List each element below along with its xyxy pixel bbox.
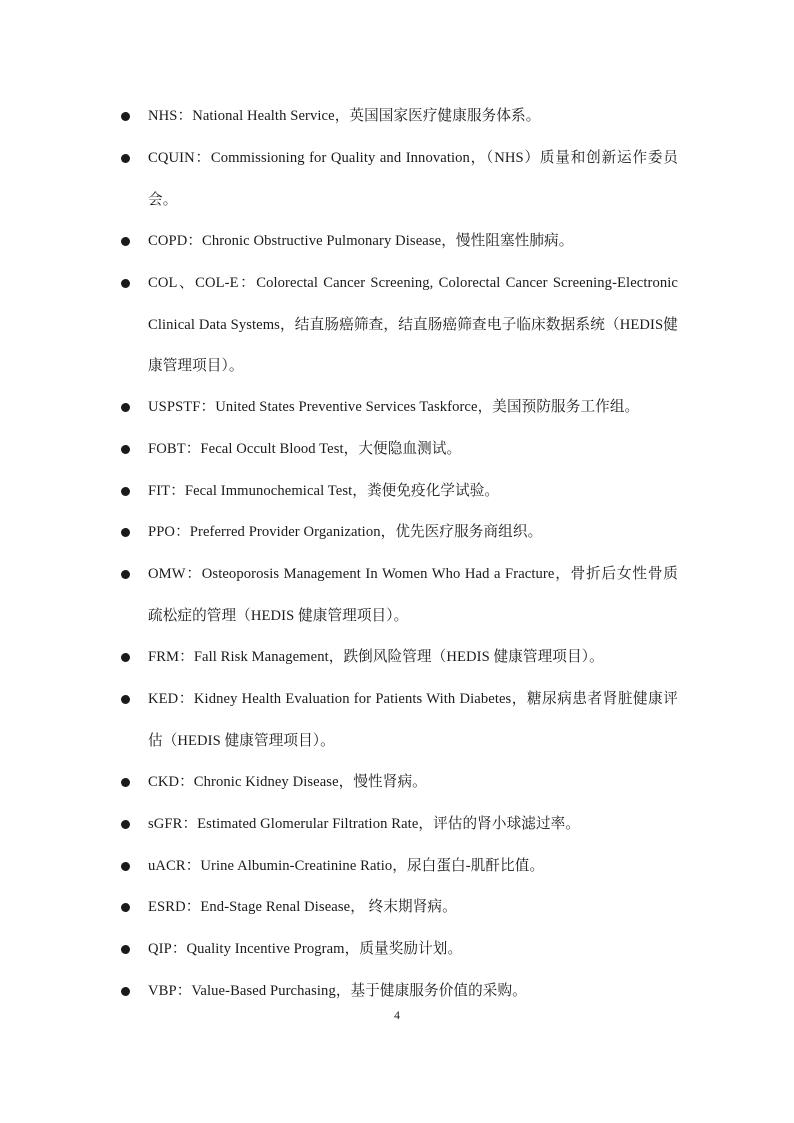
list-item-text: FRM：Fall Risk Management，跌倒风险管理（HEDIS 健康管理项目）。 [148,649,604,665]
bullet-icon [121,154,130,163]
list-item [148,637,678,679]
list-item [148,679,678,762]
bullet-icon [121,403,130,412]
list-item-text: USPSTF：United States Preventive Services Taskforce，美国预防服务工作组。 [148,399,640,415]
bullet-icon [121,528,130,537]
list-item-text: KED：Kidney Health Evaluation for Patients With Diabetes，糖尿病患者肾脏健康评估（HEDIS 健康管理项目）。 [148,691,678,749]
bullet-icon [121,820,130,829]
bullet-icon [121,695,130,704]
list-item [148,387,678,429]
list-item [148,929,678,971]
list-item-text: VBP：Value-Based Purchasing，基于健康服务价值的采购。 [148,983,527,999]
list-item [148,471,678,513]
bullet-icon [121,903,130,912]
list-item-text: COL、COL-E：Colorectal Cancer Screening, Colorectal Cancer Screening-Electronic Clinical Data Systems，结直肠癌筛查，结直肠癌筛查电子临床数据系统（HEDIS健康管理项目）。 [148,275,678,375]
bullet-icon [121,237,130,246]
page-number: 4 [394,1008,400,1022]
list-item-text: CQUIN：Commissioning for Quality and Innovation，（NHS）质量和创新运作委员会。 [148,150,678,208]
bullet-icon [121,279,130,288]
list-item [148,971,678,1013]
bullet-icon [121,778,130,787]
list-item [148,138,678,221]
list-item-text: NHS：National Health Service，英国国家医疗健康服务体系。 [148,108,541,124]
bullet-icon [121,862,130,871]
list-item [148,96,678,138]
list-item-text: CKD：Chronic Kidney Disease，慢性肾病。 [148,774,427,790]
bullet-icon [121,445,130,454]
list-item-text: QIP：Quality Incentive Program，质量奖励计划。 [148,941,463,957]
bullet-icon [121,653,130,662]
bullet-icon [121,487,130,496]
bullet-icon [121,945,130,954]
list-item [148,846,678,888]
list-item [148,429,678,471]
list-item-text: uACR：Urine Albumin-Creatinine Ratio，尿白蛋白-肌酐比值。 [148,858,545,874]
list-item-text: sGFR：Estimated Glomerular Filtration Rate，评估的肾小球滤过率。 [148,816,581,832]
list-item [148,554,678,637]
list-item-text: PPO：Preferred Provider Organization，优先医疗服务商组织。 [148,524,543,540]
list-item-text: FIT：Fecal Immunochemical Test，粪便免疫化学试验。 [148,483,500,499]
list-item-text: COPD：Chronic Obstructive Pulmonary Disease，慢性阻塞性肺病。 [148,233,574,249]
bullet-icon [121,987,130,996]
list-item-text: OMW：Osteoporosis Management In Women Who Had a Fracture，骨折后女性骨质疏松症的管理（HEDIS 健康管理项目）。 [148,566,678,624]
list-item-text: FOBT：Fecal Occult Blood Test，大便隐血测试。 [148,441,462,457]
list-item [148,804,678,846]
list-item [148,512,678,554]
list-item [148,263,678,388]
list-item [148,887,678,929]
bullet-icon [121,112,130,121]
list-item [148,221,678,263]
list-item-text: ESRD：End-Stage Renal Disease， 终末期肾病。 [148,899,457,915]
bullet-icon [121,570,130,579]
list-item [148,762,678,804]
